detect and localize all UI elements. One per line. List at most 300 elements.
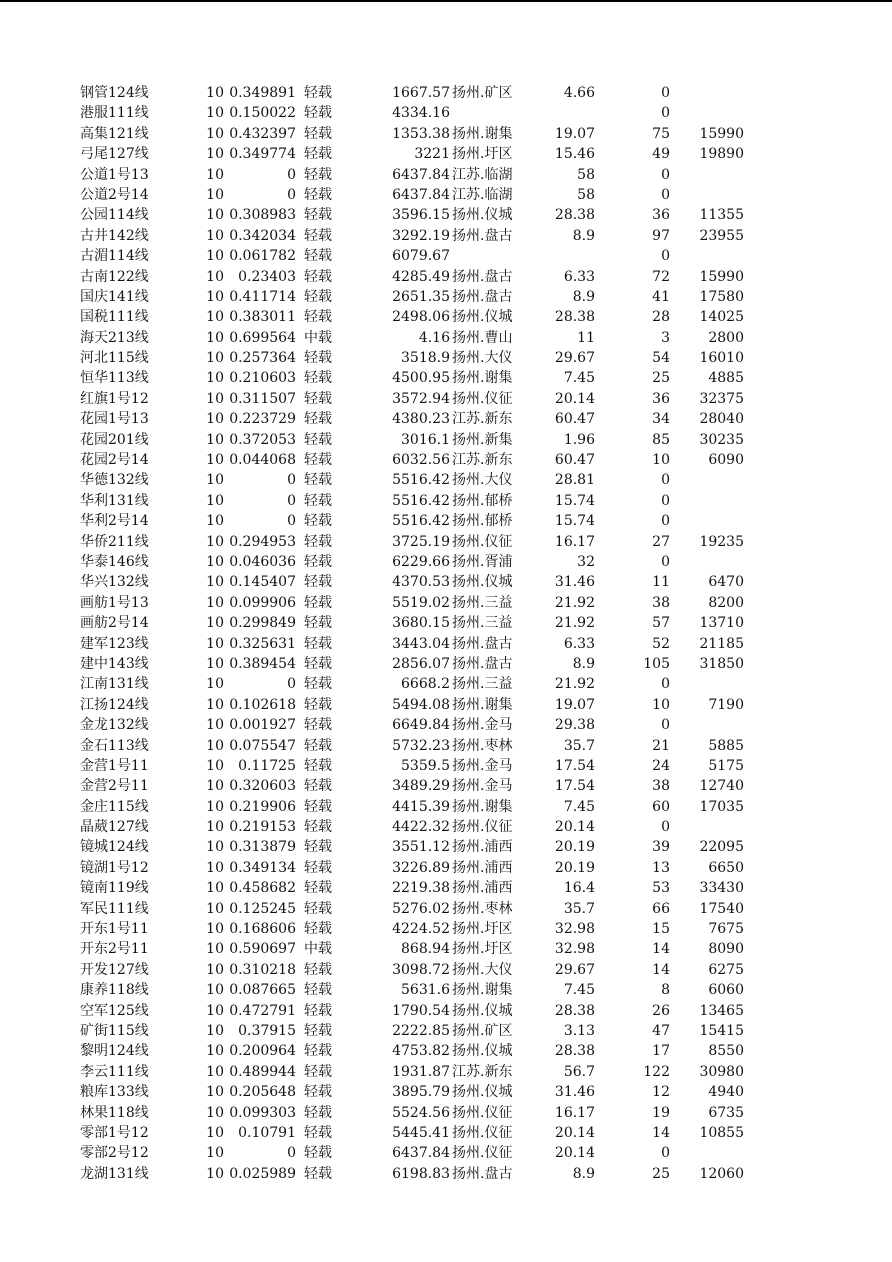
load-ratio-cell: 0.046036 — [229, 553, 296, 570]
line-name-cell: 开发127线 — [80, 961, 149, 978]
load-ratio-cell: 0.11725 — [238, 757, 296, 774]
voltage-cell: 10 — [206, 961, 224, 978]
user-count-cell: 0 — [661, 105, 670, 122]
area-cell: 江苏.临湖 — [452, 166, 513, 183]
load-status-cell: 轻载 — [304, 961, 332, 978]
line-name-cell: 华利2号14 — [80, 513, 149, 530]
voltage-cell: 10 — [206, 880, 224, 897]
user-count-cell: 41 — [652, 288, 670, 305]
load-status-cell: 中载 — [304, 329, 332, 346]
table-row — [0, 83, 892, 103]
voltage-cell: 10 — [206, 921, 224, 938]
capacity-cell: 19235 — [699, 533, 744, 550]
load-status-cell: 轻载 — [304, 553, 332, 570]
voltage-cell: 10 — [206, 676, 224, 693]
length-cell: 3518.9 — [401, 350, 450, 367]
load-status-cell: 轻载 — [304, 819, 332, 836]
table-row — [0, 1143, 892, 1163]
load-status-cell: 轻载 — [304, 921, 332, 938]
load-status-cell: 轻载 — [304, 1104, 332, 1121]
table-row — [0, 1164, 892, 1184]
user-count-cell: 52 — [652, 635, 670, 652]
voltage-cell: 10 — [206, 941, 224, 958]
length-cell: 3098.72 — [392, 961, 450, 978]
line-name-cell: 龙湖131线 — [80, 1165, 149, 1182]
area-cell: 扬州.大仪 — [452, 350, 513, 367]
area-cell: 江苏.临湖 — [452, 186, 513, 203]
voltage-cell: 10 — [206, 227, 224, 244]
user-count-cell: 10 — [652, 696, 670, 713]
user-count-cell: 0 — [661, 1145, 670, 1162]
load-ratio-cell: 0.294953 — [229, 533, 296, 550]
area-cell: 扬州.金马 — [452, 717, 513, 734]
line-name-cell: 江南131线 — [80, 676, 149, 693]
table-row — [0, 776, 892, 796]
table-row — [0, 613, 892, 633]
length-cell: 4500.95 — [392, 370, 450, 387]
line-name-cell: 江扬124线 — [80, 696, 149, 713]
data-table — [0, 83, 892, 1184]
user-count-cell: 21 — [652, 737, 670, 754]
load-status-cell: 轻载 — [304, 370, 332, 387]
line-name-cell: 恒华113线 — [80, 370, 149, 387]
load-ratio-cell: 0.37915 — [238, 1022, 296, 1039]
load-ratio-cell: 0 — [287, 676, 296, 693]
voltage-cell: 10 — [206, 574, 224, 591]
table-row — [0, 368, 892, 388]
load-ratio-cell: 0.313879 — [229, 839, 296, 856]
area-cell: 扬州.圩区 — [452, 146, 513, 163]
table-row — [0, 797, 892, 817]
table-row — [0, 348, 892, 368]
load-status-cell: 轻载 — [304, 1084, 332, 1101]
sheet-top-border — [0, 0, 892, 2]
area-cell: 扬州.仪征 — [452, 1145, 513, 1162]
area-cell: 扬州.胥浦 — [452, 553, 513, 570]
load-status-cell: 轻载 — [304, 594, 332, 611]
radius-cell: 60.47 — [554, 452, 595, 469]
capacity-cell: 21185 — [699, 635, 744, 652]
line-name-cell: 公园114线 — [80, 207, 149, 224]
load-status-cell: 轻载 — [304, 1063, 332, 1080]
load-status-cell: 轻载 — [304, 309, 332, 326]
load-status-cell: 轻载 — [304, 492, 332, 509]
table-row — [0, 532, 892, 552]
voltage-cell: 10 — [206, 125, 224, 142]
table-row — [0, 654, 892, 674]
table-row — [0, 205, 892, 225]
area-cell: 扬州.金马 — [452, 778, 513, 795]
length-cell: 6198.83 — [392, 1165, 450, 1182]
area-cell: 扬州.谢集 — [452, 370, 513, 387]
table-row — [0, 1082, 892, 1102]
area-cell: 扬州.郁桥 — [452, 492, 513, 509]
load-status-cell: 轻载 — [304, 982, 332, 999]
radius-cell: 35.7 — [563, 900, 595, 917]
user-count-cell: 53 — [652, 880, 670, 897]
capacity-cell: 6650 — [708, 859, 744, 876]
capacity-cell: 12740 — [699, 778, 744, 795]
area-cell: 江苏.新东 — [452, 1063, 513, 1080]
table-row — [0, 165, 892, 185]
area-cell: 扬州.矿区 — [452, 1022, 513, 1039]
length-cell: 3489.29 — [392, 778, 450, 795]
line-name-cell: 公道1号13 — [80, 166, 149, 183]
area-cell: 扬州.仪城 — [452, 1002, 513, 1019]
capacity-cell: 32375 — [699, 390, 744, 407]
voltage-cell: 10 — [206, 85, 224, 101]
length-cell: 2222.85 — [392, 1022, 450, 1039]
capacity-cell: 8200 — [708, 594, 744, 611]
load-status-cell: 轻载 — [304, 635, 332, 652]
user-count-cell: 14 — [652, 961, 670, 978]
table-row — [0, 1021, 892, 1041]
area-cell: 扬州.圩区 — [452, 941, 513, 958]
area-cell: 扬州.三益 — [452, 676, 513, 693]
load-ratio-cell: 0 — [287, 513, 296, 530]
user-count-cell: 122 — [643, 1063, 670, 1080]
table-row — [0, 389, 892, 409]
table-row — [0, 756, 892, 776]
user-count-cell: 26 — [652, 1002, 670, 1019]
capacity-cell: 11355 — [699, 207, 744, 224]
load-ratio-cell: 0.432397 — [229, 125, 296, 142]
capacity-cell: 6060 — [708, 982, 744, 999]
area-cell: 扬州.仪征 — [452, 533, 513, 550]
user-count-cell: 25 — [652, 370, 670, 387]
voltage-cell: 10 — [206, 472, 224, 489]
table-row — [0, 878, 892, 898]
capacity-cell: 17580 — [699, 288, 744, 305]
radius-cell: 17.54 — [554, 778, 595, 795]
area-cell: 扬州.仪城 — [452, 207, 513, 224]
voltage-cell: 10 — [206, 411, 224, 428]
voltage-cell: 10 — [206, 186, 224, 203]
table-row — [0, 307, 892, 327]
radius-cell: 32.98 — [554, 941, 595, 958]
table-row — [0, 939, 892, 959]
area-cell: 江苏.新东 — [452, 452, 513, 469]
user-count-cell: 0 — [661, 492, 670, 509]
area-cell: 扬州.浦西 — [452, 839, 513, 856]
load-status-cell: 轻载 — [304, 1145, 332, 1162]
area-cell: 扬州.仪城 — [452, 1043, 513, 1060]
user-count-cell: 10 — [652, 452, 670, 469]
table-row — [0, 246, 892, 266]
capacity-cell: 22095 — [699, 839, 744, 856]
user-count-cell: 39 — [652, 839, 670, 856]
voltage-cell: 10 — [206, 166, 224, 183]
user-count-cell: 0 — [661, 472, 670, 489]
radius-cell: 17.54 — [554, 757, 595, 774]
radius-cell: 20.19 — [554, 839, 595, 856]
voltage-cell: 10 — [206, 594, 224, 611]
load-ratio-cell: 0 — [287, 1145, 296, 1162]
line-name-cell: 公道2号14 — [80, 186, 149, 203]
radius-cell: 60.47 — [554, 411, 595, 428]
load-status-cell: 轻载 — [304, 227, 332, 244]
length-cell: 4415.39 — [392, 798, 450, 815]
capacity-cell: 4885 — [708, 370, 744, 387]
table-row — [0, 980, 892, 1000]
length-cell: 4380.23 — [392, 411, 450, 428]
user-count-cell: 27 — [652, 533, 670, 550]
line-name-cell: 国税111线 — [80, 309, 149, 326]
capacity-cell: 15990 — [699, 268, 744, 285]
capacity-cell: 19890 — [699, 146, 744, 163]
user-count-cell: 24 — [652, 757, 670, 774]
user-count-cell: 75 — [652, 125, 670, 142]
table-row — [0, 1041, 892, 1061]
radius-cell: 20.14 — [554, 1145, 595, 1162]
load-ratio-cell: 0.044068 — [229, 452, 296, 469]
capacity-cell: 5175 — [708, 757, 744, 774]
radius-cell: 16.17 — [554, 1104, 595, 1121]
area-cell: 扬州.盘古 — [452, 1165, 513, 1182]
load-ratio-cell: 0.168606 — [229, 921, 296, 938]
load-status-cell: 轻载 — [304, 105, 332, 122]
area-cell: 扬州.谢集 — [452, 696, 513, 713]
voltage-cell: 10 — [206, 1002, 224, 1019]
load-ratio-cell: 0 — [287, 186, 296, 203]
voltage-cell: 10 — [206, 431, 224, 448]
area-cell: 扬州.仪城 — [452, 1084, 513, 1101]
load-ratio-cell: 0.102618 — [229, 696, 296, 713]
user-count-cell: 0 — [661, 819, 670, 836]
radius-cell: 35.7 — [563, 737, 595, 754]
radius-cell: 7.45 — [563, 798, 595, 815]
user-count-cell: 19 — [652, 1104, 670, 1121]
load-status-cell: 轻载 — [304, 472, 332, 489]
load-status-cell: 轻载 — [304, 288, 332, 305]
table-row — [0, 1001, 892, 1021]
voltage-cell: 10 — [206, 1022, 224, 1039]
table-row — [0, 226, 892, 246]
table-row — [0, 430, 892, 450]
user-count-cell: 38 — [652, 594, 670, 611]
table-row — [0, 736, 892, 756]
line-name-cell: 花园1号13 — [80, 411, 149, 428]
voltage-cell: 10 — [206, 737, 224, 754]
load-ratio-cell: 0.699564 — [229, 329, 296, 346]
load-status-cell: 轻载 — [304, 186, 332, 203]
line-name-cell: 华利131线 — [80, 492, 149, 509]
load-status-cell: 轻载 — [304, 350, 332, 367]
line-name-cell: 镜湖1号12 — [80, 859, 149, 876]
load-status-cell: 轻载 — [304, 655, 332, 672]
radius-cell: 8.9 — [572, 655, 595, 672]
radius-cell: 28.38 — [554, 1002, 595, 1019]
area-cell: 扬州.盘古 — [452, 227, 513, 244]
table-row — [0, 858, 892, 878]
capacity-cell: 15990 — [699, 125, 744, 142]
user-count-cell: 0 — [661, 186, 670, 203]
capacity-cell: 23955 — [699, 227, 744, 244]
load-ratio-cell: 0.472791 — [229, 1002, 296, 1019]
load-ratio-cell: 0.087665 — [229, 982, 296, 999]
line-name-cell: 华侨211线 — [80, 533, 149, 550]
table-row — [0, 328, 892, 348]
user-count-cell: 54 — [652, 350, 670, 367]
voltage-cell: 10 — [206, 533, 224, 550]
radius-cell: 28.38 — [554, 309, 595, 326]
length-cell: 3596.15 — [392, 207, 450, 224]
load-status-cell: 轻载 — [304, 1002, 332, 1019]
radius-cell: 58 — [577, 166, 595, 183]
length-cell: 1667.57 — [392, 85, 450, 101]
capacity-cell: 13465 — [699, 1002, 744, 1019]
user-count-cell: 28 — [652, 309, 670, 326]
voltage-cell: 10 — [206, 553, 224, 570]
load-ratio-cell: 0.383011 — [229, 309, 296, 326]
load-status-cell: 轻载 — [304, 900, 332, 917]
load-status-cell: 轻载 — [304, 533, 332, 550]
table-row — [0, 470, 892, 490]
line-name-cell: 华德132线 — [80, 472, 149, 489]
line-name-cell: 零部1号12 — [80, 1124, 149, 1141]
length-cell: 4334.16 — [392, 105, 450, 122]
radius-cell: 32 — [577, 553, 595, 570]
line-name-cell: 康养118线 — [80, 982, 149, 999]
radius-cell: 28.81 — [554, 472, 595, 489]
load-ratio-cell: 0.310218 — [229, 961, 296, 978]
radius-cell: 21.92 — [554, 594, 595, 611]
length-cell: 5516.42 — [392, 513, 450, 530]
load-status-cell: 轻载 — [304, 268, 332, 285]
load-ratio-cell: 0.320603 — [229, 778, 296, 795]
line-name-cell: 建军123线 — [80, 635, 149, 652]
voltage-cell: 10 — [206, 859, 224, 876]
load-status-cell: 轻载 — [304, 839, 332, 856]
load-status-cell: 轻载 — [304, 125, 332, 142]
table-row — [0, 960, 892, 980]
table-row — [0, 1123, 892, 1143]
length-cell: 3292.19 — [392, 227, 450, 244]
load-ratio-cell: 0.349134 — [229, 859, 296, 876]
user-count-cell: 105 — [643, 655, 670, 672]
capacity-cell: 17540 — [699, 900, 744, 917]
length-cell: 2651.35 — [392, 288, 450, 305]
voltage-cell: 10 — [206, 309, 224, 326]
area-cell: 扬州.新集 — [452, 431, 513, 448]
user-count-cell: 17 — [652, 1043, 670, 1060]
table-row — [0, 919, 892, 939]
length-cell: 5516.42 — [392, 472, 450, 489]
load-status-cell: 轻载 — [304, 615, 332, 632]
table-row — [0, 511, 892, 531]
load-status-cell: 轻载 — [304, 431, 332, 448]
load-status-cell: 轻载 — [304, 1124, 332, 1141]
load-ratio-cell: 0.458682 — [229, 880, 296, 897]
length-cell: 1931.87 — [392, 1063, 450, 1080]
area-cell: 扬州.盘古 — [452, 288, 513, 305]
user-count-cell: 14 — [652, 941, 670, 958]
radius-cell: 28.38 — [554, 207, 595, 224]
table-row — [0, 185, 892, 205]
load-ratio-cell: 0.210603 — [229, 370, 296, 387]
line-name-cell: 粮库133线 — [80, 1084, 149, 1101]
voltage-cell: 10 — [206, 207, 224, 224]
capacity-cell: 17035 — [699, 798, 744, 815]
radius-cell: 8.9 — [572, 227, 595, 244]
user-count-cell: 36 — [652, 207, 670, 224]
length-cell: 1353.38 — [392, 125, 450, 142]
load-ratio-cell: 0.219906 — [229, 798, 296, 815]
table-row — [0, 450, 892, 470]
voltage-cell: 10 — [206, 370, 224, 387]
radius-cell: 20.14 — [554, 819, 595, 836]
voltage-cell: 10 — [206, 1104, 224, 1121]
length-cell: 868.94 — [401, 941, 450, 958]
length-cell: 2498.06 — [392, 309, 450, 326]
radius-cell: 4.66 — [563, 85, 595, 101]
capacity-cell: 10855 — [699, 1124, 744, 1141]
load-ratio-cell: 0.489944 — [229, 1063, 296, 1080]
area-cell: 扬州.浦西 — [452, 880, 513, 897]
line-name-cell: 红旗1号12 — [80, 390, 149, 407]
user-count-cell: 60 — [652, 798, 670, 815]
length-cell: 5631.6 — [401, 982, 450, 999]
length-cell: 5519.02 — [392, 594, 450, 611]
load-ratio-cell: 0.075547 — [229, 737, 296, 754]
radius-cell: 20.14 — [554, 390, 595, 407]
load-ratio-cell: 0.025989 — [229, 1165, 296, 1182]
load-ratio-cell: 0.200964 — [229, 1043, 296, 1060]
area-cell: 扬州.郁桥 — [452, 513, 513, 530]
voltage-cell: 10 — [206, 105, 224, 122]
table-row — [0, 144, 892, 164]
length-cell: 6032.56 — [392, 452, 450, 469]
load-ratio-cell: 0.099906 — [229, 594, 296, 611]
load-status-cell: 轻载 — [304, 737, 332, 754]
area-cell: 扬州.大仪 — [452, 961, 513, 978]
length-cell: 5494.08 — [392, 696, 450, 713]
line-name-cell: 金石113线 — [80, 737, 149, 754]
area-cell: 扬州.仪城 — [452, 309, 513, 326]
load-status-cell: 轻载 — [304, 696, 332, 713]
line-name-cell: 开东1号11 — [80, 921, 149, 938]
capacity-cell: 6735 — [708, 1104, 744, 1121]
user-count-cell: 38 — [652, 778, 670, 795]
area-cell: 扬州.盘古 — [452, 268, 513, 285]
length-cell: 4422.32 — [392, 819, 450, 836]
user-count-cell: 0 — [661, 85, 670, 101]
voltage-cell: 10 — [206, 1063, 224, 1080]
line-name-cell: 镜南119线 — [80, 880, 149, 897]
line-name-cell: 画舫1号13 — [80, 594, 149, 611]
radius-cell: 7.45 — [563, 982, 595, 999]
voltage-cell: 10 — [206, 350, 224, 367]
user-count-cell: 0 — [661, 513, 670, 530]
capacity-cell: 33430 — [699, 880, 744, 897]
voltage-cell: 10 — [206, 513, 224, 530]
load-ratio-cell: 0 — [287, 166, 296, 183]
line-name-cell: 古湄114线 — [80, 248, 149, 265]
line-name-cell: 金营1号11 — [80, 757, 149, 774]
radius-cell: 31.46 — [554, 1084, 595, 1101]
capacity-cell: 6275 — [708, 961, 744, 978]
length-cell: 3443.04 — [392, 635, 450, 652]
load-status-cell: 轻载 — [304, 411, 332, 428]
line-name-cell: 林果118线 — [80, 1104, 149, 1121]
table-row — [0, 634, 892, 654]
length-cell: 2856.07 — [392, 655, 450, 672]
user-count-cell: 8 — [661, 982, 670, 999]
area-cell: 扬州.仪征 — [452, 1124, 513, 1141]
user-count-cell: 34 — [652, 411, 670, 428]
load-status-cell: 轻载 — [304, 778, 332, 795]
length-cell: 4285.49 — [392, 268, 450, 285]
